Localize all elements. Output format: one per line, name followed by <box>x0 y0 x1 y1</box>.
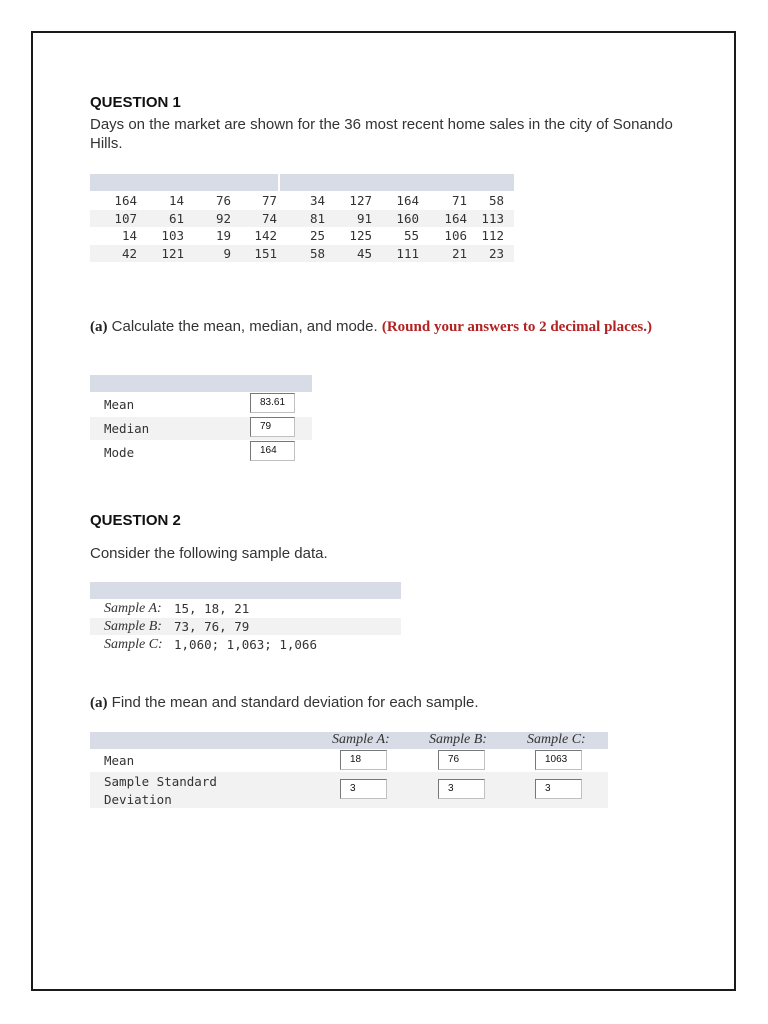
question-2-title: QUESTION 2 <box>90 512 181 529</box>
table-cell: 58 <box>309 245 325 261</box>
column-header-sample-b: Sample B: <box>429 732 487 747</box>
sample-name: Sample A: <box>104 601 162 616</box>
answer-input-mode[interactable]: 164 <box>250 441 295 461</box>
table-cell: 92 <box>215 210 231 226</box>
table-row <box>90 245 514 262</box>
q2-part-a-label: (a) <box>90 695 108 711</box>
table-cell: 14 <box>121 228 137 243</box>
table-cell: 25 <box>309 228 325 243</box>
question-1-part-a <box>90 317 690 337</box>
table-cell: 34 <box>309 193 325 208</box>
table-cell: 151 <box>254 245 277 261</box>
table-row <box>90 227 514 244</box>
sample-name: Sample C: <box>104 637 163 652</box>
table-cell: 106 <box>444 228 467 243</box>
mean-input-sample-b[interactable]: 76 <box>438 750 485 770</box>
table-cell: 164 <box>396 193 419 208</box>
mean-input-sample-a[interactable]: 18 <box>340 750 387 770</box>
table-cell: 55 <box>403 228 419 243</box>
sd-input-sample-b[interactable]: 3 <box>438 779 485 799</box>
table-cell: 21 <box>451 245 467 261</box>
sample-name: Sample B: <box>104 619 162 634</box>
table-cell: 9 <box>223 245 231 261</box>
row-label-mean: Mean <box>104 753 135 768</box>
table-cell: 71 <box>451 193 467 208</box>
table-cell: 58 <box>488 193 504 208</box>
row-label-sd-line2: Deviation <box>104 792 172 807</box>
samples-table-header <box>90 582 401 599</box>
sd-input-sample-a[interactable]: 3 <box>340 779 387 799</box>
table-cell: 164 <box>444 210 467 226</box>
table-cell: 112 <box>481 228 504 243</box>
table-cell: 111 <box>396 245 419 261</box>
table-cell: 23 <box>488 245 504 261</box>
table-cell: 127 <box>349 193 372 208</box>
question-1-intro: Days on the market are shown for the 36 most recent home sales in the city of Sonando Hills. <box>90 116 673 152</box>
table-cell: 91 <box>356 210 372 226</box>
answer-row <box>90 441 312 464</box>
table-cell: 76 <box>215 193 231 208</box>
table-cell: 45 <box>356 245 372 261</box>
table-cell: 19 <box>215 228 231 243</box>
table-cell: 125 <box>349 228 372 243</box>
sample-values: 15, 18, 21 <box>174 601 250 616</box>
answer-row <box>90 417 312 440</box>
table-cell: 77 <box>261 193 277 208</box>
row-label-sd-line1: Sample Standard <box>104 774 217 789</box>
table-cell: 14 <box>168 193 184 208</box>
column-header-sample-c: Sample C: <box>527 732 586 747</box>
table-cell: 113 <box>481 210 504 226</box>
data-table-header-left <box>90 174 278 191</box>
question-2-part-a <box>90 693 479 713</box>
table-cell: 164 <box>114 193 137 208</box>
sample-values: 1,060; 1,063; 1,066 <box>174 637 317 652</box>
sample-row <box>90 618 401 635</box>
answer-input-median[interactable]: 79 <box>250 417 295 437</box>
column-header-sample-a: Sample A: <box>332 732 390 747</box>
answers-table-header <box>90 375 312 392</box>
table-cell: 74 <box>261 210 277 226</box>
table-cell: 61 <box>168 210 184 226</box>
table-cell: 81 <box>309 210 325 226</box>
table-cell: 42 <box>121 245 137 261</box>
sample-values: 73, 76, 79 <box>174 619 250 634</box>
answer-label: Mean <box>104 397 135 412</box>
answer-label: Median <box>104 421 150 436</box>
table-cell: 107 <box>114 210 137 226</box>
question-1-title: QUESTION 1 <box>90 94 181 111</box>
answer-input-mean[interactable]: 83.61 <box>250 393 295 413</box>
answer-label: Mode <box>104 445 135 460</box>
round-instruction: (Round your answers to 2 decimal places.) <box>381 319 652 335</box>
sample-row <box>90 636 401 653</box>
table-row <box>90 192 514 209</box>
sample-row <box>90 600 401 617</box>
table-cell: 142 <box>254 228 277 243</box>
part-a-text: Calculate the mean, median, and mode. <box>107 318 382 335</box>
table-cell: 121 <box>161 245 184 261</box>
table-cell: 160 <box>396 210 419 226</box>
answer-row <box>90 393 312 416</box>
sd-input-sample-c[interactable]: 3 <box>535 779 582 799</box>
part-a-label: (a) <box>90 319 108 335</box>
mean-input-sample-c[interactable]: 1063 <box>535 750 582 770</box>
data-table-header-right <box>280 174 514 191</box>
table-cell: 103 <box>161 228 184 243</box>
question-2-intro: Consider the following sample data. <box>90 545 328 562</box>
table-row <box>90 210 514 227</box>
q2-part-a-text: Find the mean and standard deviation for each sample. <box>107 694 479 711</box>
